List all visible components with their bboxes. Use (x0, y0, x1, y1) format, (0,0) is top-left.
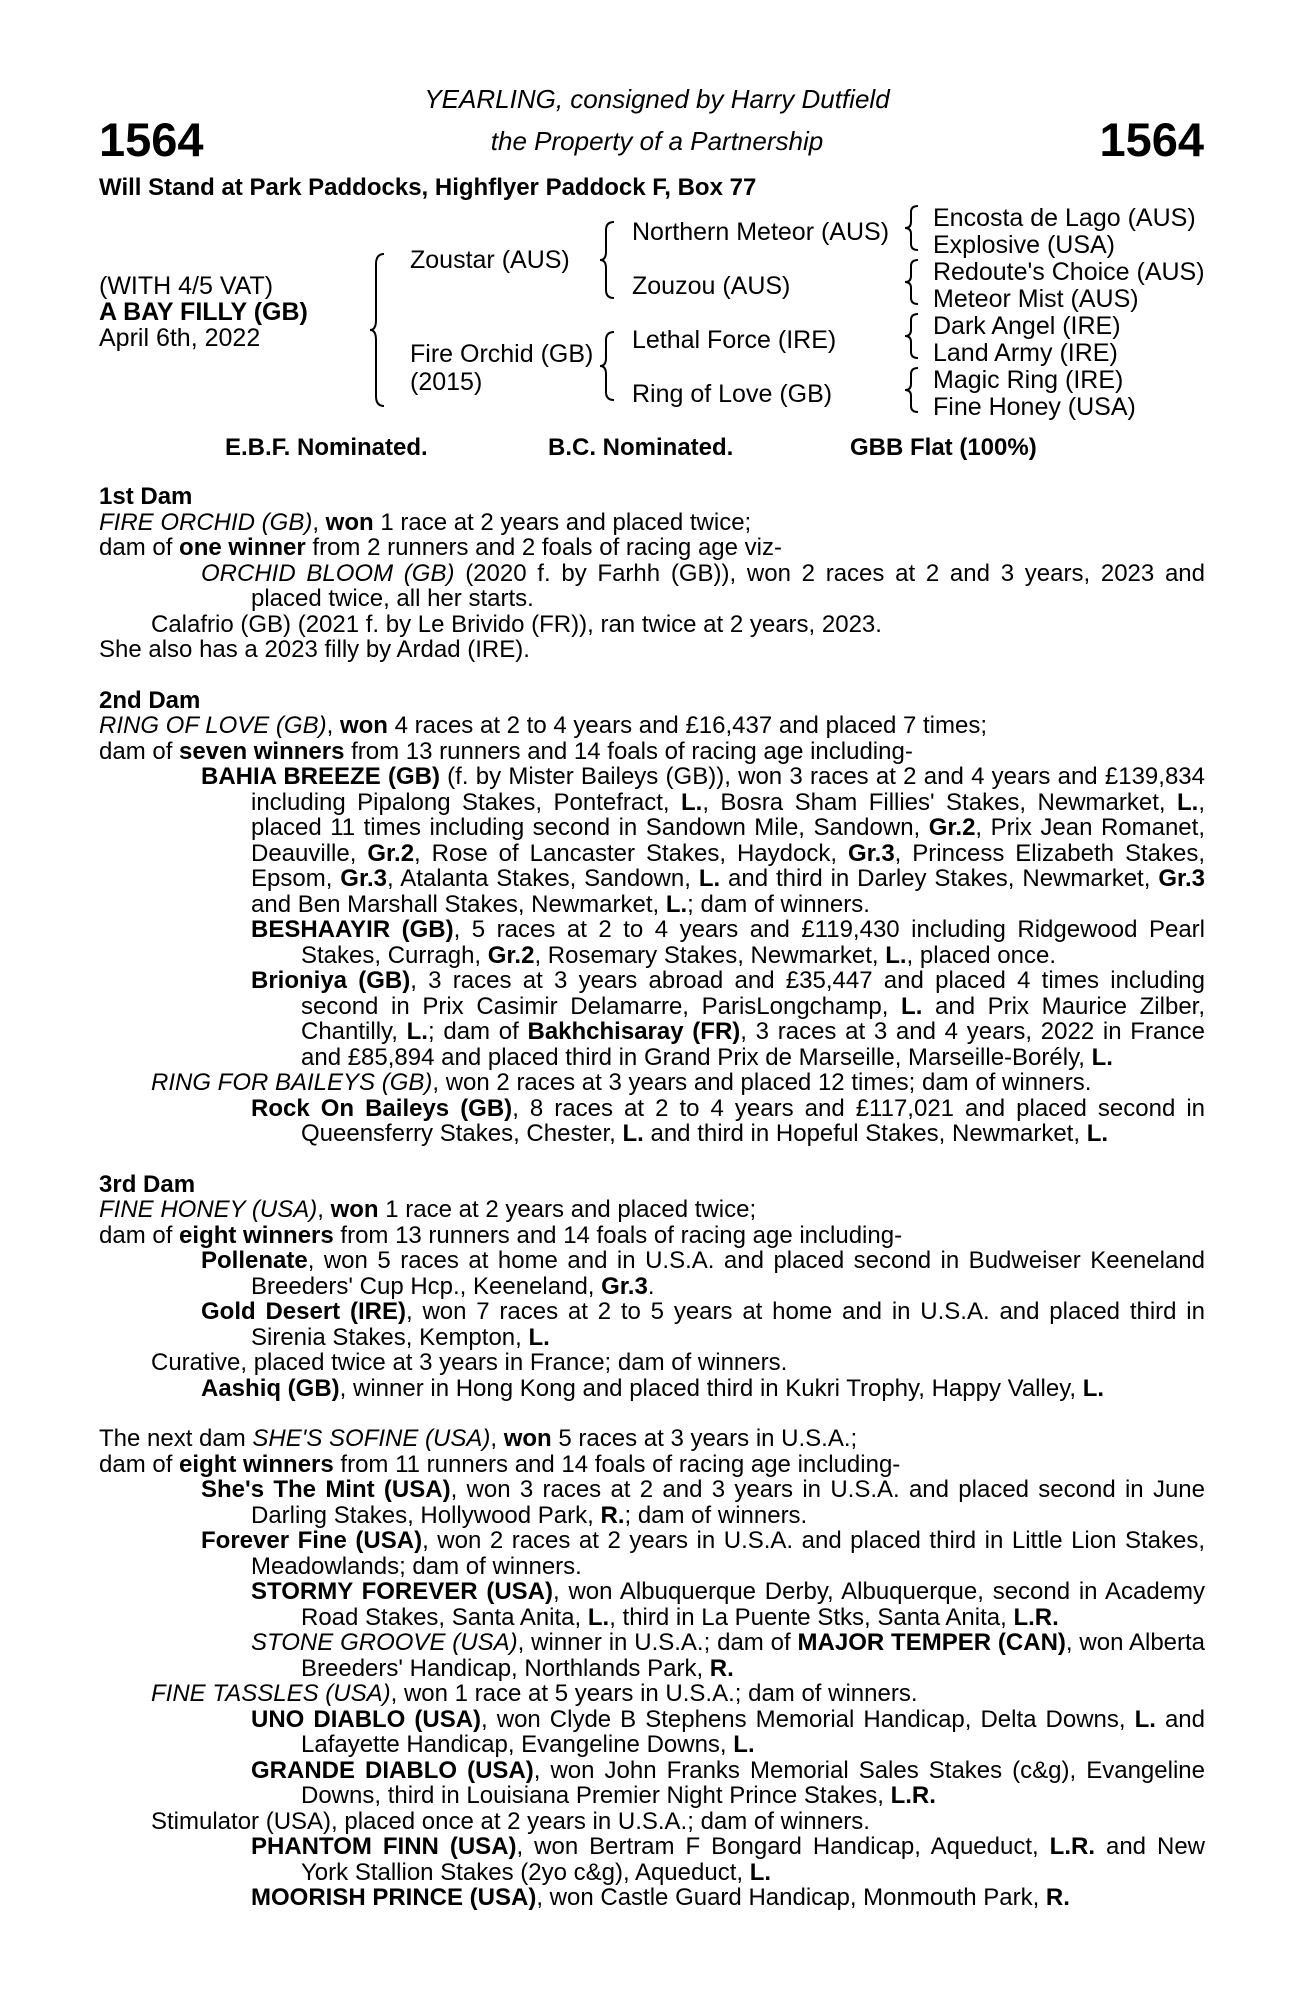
produce-moorish-prince: MOORISH PRINCE (USA), won Castle Guard Handicap, Monmouth Park, R. (251, 1884, 1070, 1911)
dam-sire: Lethal Force (IRE) (632, 326, 837, 354)
produce-uno-diablo: UNO DIABLO (USA), won Clyde B Stephens Memorial Handicap, Delta Downs, L. and Lafayette Handicap, Evangeline Downs, L. (251, 1705, 1205, 1758)
section-heading-3rd-dam: 3rd Dam (99, 1170, 196, 1198)
produce-orchid-bloom: ORCHID BLOOM (GB) (2020 f. by Farhh (GB)), won 2 races at 2 and 3 years, 2023 and placed twice, all her starts. (201, 559, 1206, 612)
dam-3-summary: FINE HONEY (USA), won 1 race at 2 years and placed twice; (99, 1196, 757, 1223)
produce-beshaayir: BESHAAYIR (GB), 5 races at 2 to 4 years and £119,430 including Ridgewood Pearl Stakes, Curragh, Gr.2, Rosemary Stakes, Newmarket, L., placed once. (251, 916, 1205, 969)
produce-fine-tassles: FINE TASSLES (USA), won 1 race at 5 years in U.S.A.; dam of winners. (151, 1680, 918, 1707)
lot-number-left: 1564 (99, 113, 204, 166)
ancestor-3: Redoute's Choice (AUS) (933, 258, 1205, 286)
stand-line: Will Stand at Park Paddocks, Highflyer Paddock F, Box 77 (99, 174, 757, 201)
ancestor-4: Meteor Mist (AUS) (933, 285, 1139, 313)
ancestor-6: Land Army (IRE) (933, 339, 1118, 367)
bc-nomination: B.C. Nominated. (548, 434, 734, 461)
dam-3-produce: dam of eight winners from 13 runners and 14 foals of racing age including- (99, 1221, 903, 1249)
produce-curative: Curative, placed twice at 3 years in France; dam of winners. (151, 1349, 788, 1376)
produce-ring-for-baileys: RING FOR BAILEYS (GB), won 2 races at 3 years and placed 12 times; dam of winners. (151, 1069, 1092, 1096)
produce-stimulator: Stimulator (USA), placed once at 2 years in U.S.A.; dam of winners. (151, 1807, 870, 1835)
gbb-flat: GBB Flat (100%) (850, 434, 1037, 461)
produce-shes-the-mint: She's The Mint (USA), won 3 races at 2 and 3 years in U.S.A. and placed second in June Darling Stakes, Hollywood Park, R.; dam of winners. (201, 1476, 1205, 1529)
dam-1-summary: FIRE ORCHID (GB), won 1 race at 2 years and placed twice; (99, 508, 752, 536)
pedigree-brace-g4 (902, 364, 922, 416)
horse-name: A BAY FILLY (GB) (99, 298, 308, 326)
produce-pollenate: Pollenate, won 5 races at home and in U.S.A. and placed second in Budweiser Keeneland Breeders' Cup Hcp., Keeneland, Gr.3. (201, 1247, 1205, 1300)
section-heading-1st-dam: 1st Dam (99, 483, 193, 510)
sire: Zoustar (AUS) (410, 246, 570, 274)
produce-stormy-forever: STORMY FOREVER (USA), won Albuquerque Derby, Albuquerque, second in Academy Road Stakes, Santa Anita, L., third in La Puente Stks, Santa Anita, L.R. (251, 1578, 1206, 1631)
produce-grande-diablo: GRANDE DIABLO (USA), won John Franks Memorial Sales Stakes (c&g), Evangeline Downs, third in Louisiana Premier Night Prince Stakes, L.R. (251, 1756, 1205, 1809)
sire-dam: Zouzou (AUS) (632, 272, 791, 300)
ancestor-8: Fine Honey (USA) (933, 393, 1136, 421)
produce-stone-groove: STONE GROOVE (USA), winner in U.S.A.; dam of MAJOR TEMPER (CAN), won Alberta Breeders' Handicap, Northlands Park, R. (251, 1629, 1206, 1682)
section-heading-2nd-dam: 2nd Dam (99, 686, 201, 714)
produce-gold-desert: Gold Desert (IRE), won 7 races at 2 to 5 years at home and in U.S.A. and placed third in Sirenia Stakes, Kempton, L. (201, 1298, 1205, 1351)
produce-phantom-finn: PHANTOM FINN (USA), won Bertram F Bongard Handicap, Aqueduct, L.R. and New York Stallion Stakes (2yo c&g), Aqueduct, L. (251, 1833, 1206, 1886)
dam-2-summary: RING OF LOVE (GB), won 4 races at 2 to 4 years and £16,437 and placed 7 times; (99, 712, 987, 739)
dam: Fire Orchid (GB) (410, 340, 594, 368)
consignor-line: YEARLING, consigned by Harry Dutfield (424, 84, 890, 114)
vat-note: (WITH 4/5 VAT) (99, 272, 274, 300)
ebf-nomination: E.B.F. Nominated. (225, 434, 428, 461)
catalogue-body (99, 484, 1205, 1911)
produce-aashiq: Aashiq (GB), winner in Hong Kong and placed third in Kukri Trophy, Happy Valley, L. (201, 1374, 1105, 1402)
produce-calafrio: Calafrio (GB) (2021 f. by Le Brivido (FR)), ran twice at 2 years, 2023. (151, 610, 882, 638)
next-dam-summary: The next dam SHE'S SOFINE (USA), won 5 races at 3 years in U.S.A.; (99, 1425, 858, 1452)
pedigree-brace-dam (598, 328, 618, 404)
lot-number-right: 1564 (1099, 113, 1204, 166)
produce-bahia-breeze: BAHIA BREEZE (GB) (f. by Mister Baileys (GB)), won 3 races at 2 and 4 years and £139,834 including Pipalong Stakes, Pontefract, L., Bosra Sham Fillies' Stakes, Newmarket, L., placed 11 times including second in Sandown Mile, Sandown, Gr.2, Prix Jean Romanet, Deauville, Gr.2, Rose of Lancaster Stakes, Haydock, Gr.3, Princess Elizabeth Stakes, Epsom, Gr.3, Atalanta Stakes, Sandown, L. and third in Darley Stakes, Newmarket, Gr.3 and Ben Marshall Stakes, Newmarket, L.; dam of winners. (201, 763, 1206, 918)
dam-dam: Ring of Love (GB) (632, 380, 833, 408)
ancestor-2: Explosive (USA) (933, 231, 1115, 259)
foaling-date: April 6th, 2022 (99, 324, 261, 352)
produce-forever-fine: Forever Fine (USA), won 2 races at 2 years in U.S.A. and placed third in Little Lion Stakes, Meadowlands; dam of winners. (201, 1527, 1206, 1580)
produce-brioniya: Brioniya (GB), 3 races at 3 years abroad and £35,447 and placed 4 times including second in Prix Casimir Delamarre, ParisLongchamp, L. and Prix Maurice Zilber, Chantilly, L.; dam of Bakhchisaray (FR), 3 races at 3 and 4 years, 2022 in France and £85,894 and placed third in Grand Prix de Marseille, Marseille-Borély, L. (251, 967, 1205, 1071)
ancestor-5: Dark Angel (IRE) (933, 312, 1121, 340)
pedigree-brace-g3 (902, 310, 922, 362)
ancestor-1: Encosta de Lago (AUS) (933, 204, 1196, 232)
dam-2-produce: dam of seven winners from 13 runners and 14 foals of racing age including- (99, 737, 913, 765)
produce-rock-on-baileys: Rock On Baileys (GB), 8 races at 2 to 4 years and £117,021 and placed second in Queensferry Stakes, Chester, L. and third in Hopeful Stakes, Newmarket, L. (251, 1094, 1206, 1147)
dam-1-produce: dam of one winner from 2 runners and 2 foals of racing age viz- (99, 534, 782, 561)
pedigree-brace-main (368, 250, 388, 410)
pedigree-brace-g2 (902, 256, 922, 308)
sire-sire: Northern Meteor (AUS) (632, 218, 890, 246)
produce-2023-filly: She also has a 2023 filly by Ardad (IRE). (99, 636, 530, 663)
property-line: the Property of a Partnership (490, 126, 824, 156)
pedigree-brace-sire (598, 218, 618, 302)
next-dam-produce: dam of eight winners from 11 runners and 14 foals of racing age including- (99, 1450, 901, 1478)
dam-year: (2015) (410, 368, 483, 396)
pedigree-brace-g1 (902, 202, 922, 254)
ancestor-7: Magic Ring (IRE) (933, 366, 1124, 394)
